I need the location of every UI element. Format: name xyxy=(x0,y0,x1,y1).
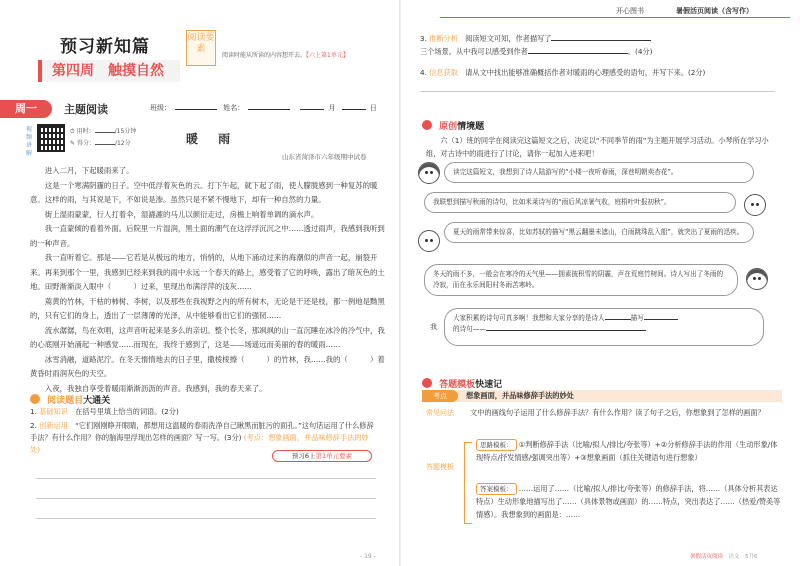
questions-header: 阅读题目大通关 xyxy=(30,388,110,402)
question-4: 4. 信息获取 请从文中找出能够准确概括作者对暖雨的心理感受的语句，并写下来。(2分) xyxy=(420,68,706,77)
answer-blank[interactable] xyxy=(551,40,651,41)
essay-paragraph: 这是一个寒满阴霾的日子。空中低浮着灰色的云。打下午起，就下起了雨，使人朦胧感到一种复苏的暖意。这样的雨，与其说是下，不如说是渗。虽然只是不紧不慢地下，却有一种自然的力量。 xyxy=(30,180,378,204)
scene-blank[interactable] xyxy=(644,319,678,320)
essay-paragraph: 街上湿雨蒙蒙，行人打着伞，湿漉漉的马儿以颜衍走过，房檐上响着单调的滴水声。 xyxy=(44,209,319,219)
essay-body xyxy=(30,164,386,396)
answer-line[interactable] xyxy=(420,91,775,92)
video-label: 视频讲解 xyxy=(26,126,33,157)
poem-blank[interactable] xyxy=(486,330,646,331)
reading-element-text: 阅读时能从所读的内容想开去。【六上第1单元】 xyxy=(222,52,349,59)
essay-paragraph: 冰雪消融，道路泥泞。在冬天惰惰地去的日子里，撒棱棱擦（ ）的竹林，我……我的（ ）着黄昏时雨润灰色的天空。 xyxy=(30,354,385,378)
key-point-bar xyxy=(422,390,782,402)
student-info-fields: 班级： 姓名： 月 日 xyxy=(150,104,377,112)
time-used: ⏱ 用时： /15分钟 xyxy=(70,128,137,135)
template-brace xyxy=(464,442,472,524)
approach-chip: 思路模板： xyxy=(476,439,517,451)
answer-line[interactable] xyxy=(36,518,376,519)
scenario-header: 原创情境题 xyxy=(422,114,484,128)
scenario-intro: 六（1）班的同学在阅读完这篇短文之后，决定以“不同季节的雨”为主题开展学习活动。小琴所在学习小组，对古诗中的雨进行了讨论，请你一起加入进来吧！ xyxy=(426,136,769,158)
page-number: - 19 - xyxy=(360,553,376,560)
essay-paragraph: 入夜，我独自享受着暖雨渐渐沥沥的声音。我感到，我的春天来了。 xyxy=(44,383,267,393)
week-banner xyxy=(38,60,180,82)
preview-tag[interactable]: 预习6上第1单元要素 xyxy=(272,450,372,462)
day-tag: 周一 xyxy=(0,100,52,118)
topic-bar xyxy=(0,100,400,118)
essay-paragraph: 进入二月，下起暖雨来了。 xyxy=(44,166,134,175)
right-page xyxy=(400,0,800,566)
time-field[interactable] xyxy=(95,132,115,133)
question-1: 1. 基础知识 在括号里填上恰当的词语。(2分) xyxy=(30,407,179,416)
approach-template: 思路模板： ①判断修辞手法（比喻/拟人/排比/夸张等）+②分析修辞手法的作用（生动形象/体现特点/抒发情感/强调突出等）+③想象画面（抓住关键语句进行想象） xyxy=(476,440,778,462)
template-header: 答题模板快速记 xyxy=(422,372,502,391)
answer-chip: 答案模板： xyxy=(476,483,517,495)
essay-paragraph: 流水潺潺，鸟在欢唱，这声音听起来是多么的亲切。整个长冬，那飒飒的山一直沉睡在冰冷的冷气中，我的心底刚开始涌起一种感觉……而现在，我终于感到了，这是——场遥远而美丽的春的暖雨…… xyxy=(30,325,385,349)
question-icon xyxy=(30,394,40,404)
answer-blank[interactable] xyxy=(528,53,628,54)
common-question-text: 文中的画线句子运用了什么修辞手法？有什么作用？读了句子之后，你想象到了怎样的画面？ xyxy=(470,408,765,417)
publisher: 开心图书 xyxy=(616,7,644,15)
answer-line[interactable] xyxy=(36,498,376,499)
scenario-icon xyxy=(422,120,432,130)
question-2: 2. 创新运用 “它们刚刚睁开眼睛，都想用这温暖的春雨洗净自己瞅黑而脏污的面孔。”这句话运用了什么修辞手法？有什么作用？你的脑海里浮现出怎样的画面？写一写。(3分) (考点：想象画面，并品味修辞手法的妙处) xyxy=(30,421,374,454)
speech-bubble: 夏天的雨常带来惊喜，比如苏轼的描写“黑云翻墨未遮山，白雨跳珠乱入船”，就突出了夏雨的迅疾。 xyxy=(444,222,754,243)
speech-bubble: 我联想到描写秋雨的诗句，比如米莱诗写的“雨后风凉暑气收，庭梧叶叶报初秋”。 xyxy=(424,192,736,213)
speaker-label: 我 xyxy=(430,323,437,331)
key-point-text: 想象画面，并品味修辞手法的妙处 xyxy=(466,391,574,400)
student-avatar xyxy=(746,268,768,290)
score-field[interactable] xyxy=(95,144,115,145)
essay-paragraph: 我一直蒙倾的看着外面。后院里一片湿润，黑土面的潮气在这浮浮沉沉之中……透过雨声，我感到我听到的一种声音。 xyxy=(30,224,385,248)
footer: 暑假活页阅读 语文 5升6 xyxy=(690,554,758,560)
question-3: 3. 推断分析 阅读短文可知，作者描写了 三个场景。从中我可以感受到作者 。(4分) xyxy=(420,34,653,56)
common-question-label: 常见问法 xyxy=(426,409,454,417)
answer-template: 答案模板： ……运用了……（比喻/拟人/排比/夸张等）的修辞手法，将……（具体分析其表达特点）生动形象地描写出了……（具体景物或画面）的……特点，突出表达了……（热爱/赞美等情感）。我想象到的画面是：…… xyxy=(476,484,781,519)
key-point-tag: 考点 xyxy=(422,390,458,402)
essay-source: 山东省菏泽市六年级期中试卷 xyxy=(282,153,367,161)
week-title: 第四周 触摸自然 xyxy=(52,63,164,79)
page-title: 预习新知篇 xyxy=(60,37,150,57)
essay-title: 暖 雨 xyxy=(186,132,239,146)
day-field[interactable] xyxy=(342,109,366,110)
template-label: 答题模板 xyxy=(426,463,454,471)
class-field[interactable] xyxy=(175,109,217,110)
student-avatar xyxy=(418,230,440,252)
speech-bubble: 读完这篇短文，我想到了诗人陆游写的“小楼一夜听春雨，深巷明朝卖杏花”。 xyxy=(444,162,754,183)
essay-paragraph: 我一直听着它。那是——它若是从极远的地方，悄悄的，从地下涌动过来的海潮似的声音一起，崩裂开来。再来到那个一里，我感到已经来到我的雨中永远一个春天的路上，感受着了它的呼唤，露出了暗灰色的土地。田野渐渐淡入眼中（ ）过来，里现出布满浮萍的浅灰…… xyxy=(30,253,385,291)
month-field[interactable] xyxy=(300,109,324,110)
template-icon xyxy=(422,378,432,388)
reading-element-tag: 阅读要素 xyxy=(186,30,216,66)
series-title: 暑假活页阅读（含写作） xyxy=(676,7,753,15)
answer-line[interactable] xyxy=(36,478,376,479)
topic-title: 主题阅读 xyxy=(64,103,108,116)
essay-paragraph: 蔫黄的竹林，干枯的柿树、李树，以及那些在我视野之内的所有树木，无论是干还是枝，都一例地是黝黑的，只有它们的身上，透出了一层薄薄的光泽，从中能够看出它们的强韧…… xyxy=(30,296,385,320)
score: ✎ 得分： /12分 xyxy=(70,140,131,147)
my-speech-bubble: 大家积累的诗句可真多啊！我想和大家分享的是诗人 描写 的诗句—— xyxy=(444,308,764,346)
student-avatar xyxy=(418,162,440,184)
running-header xyxy=(440,4,790,18)
speech-bubble: 冬天的雨不多，一般会在寒冷的天气里——拥素披积雪的阴霾，声在荒庭竹树间。诗人写出了冬雨的冷寂，而在永乐间阳村冬雨苦寒岭。 xyxy=(424,264,738,296)
student-avatar xyxy=(744,194,766,216)
qr-code-icon[interactable] xyxy=(37,124,65,152)
name-field[interactable] xyxy=(248,109,290,110)
poet-blank[interactable] xyxy=(605,319,631,320)
